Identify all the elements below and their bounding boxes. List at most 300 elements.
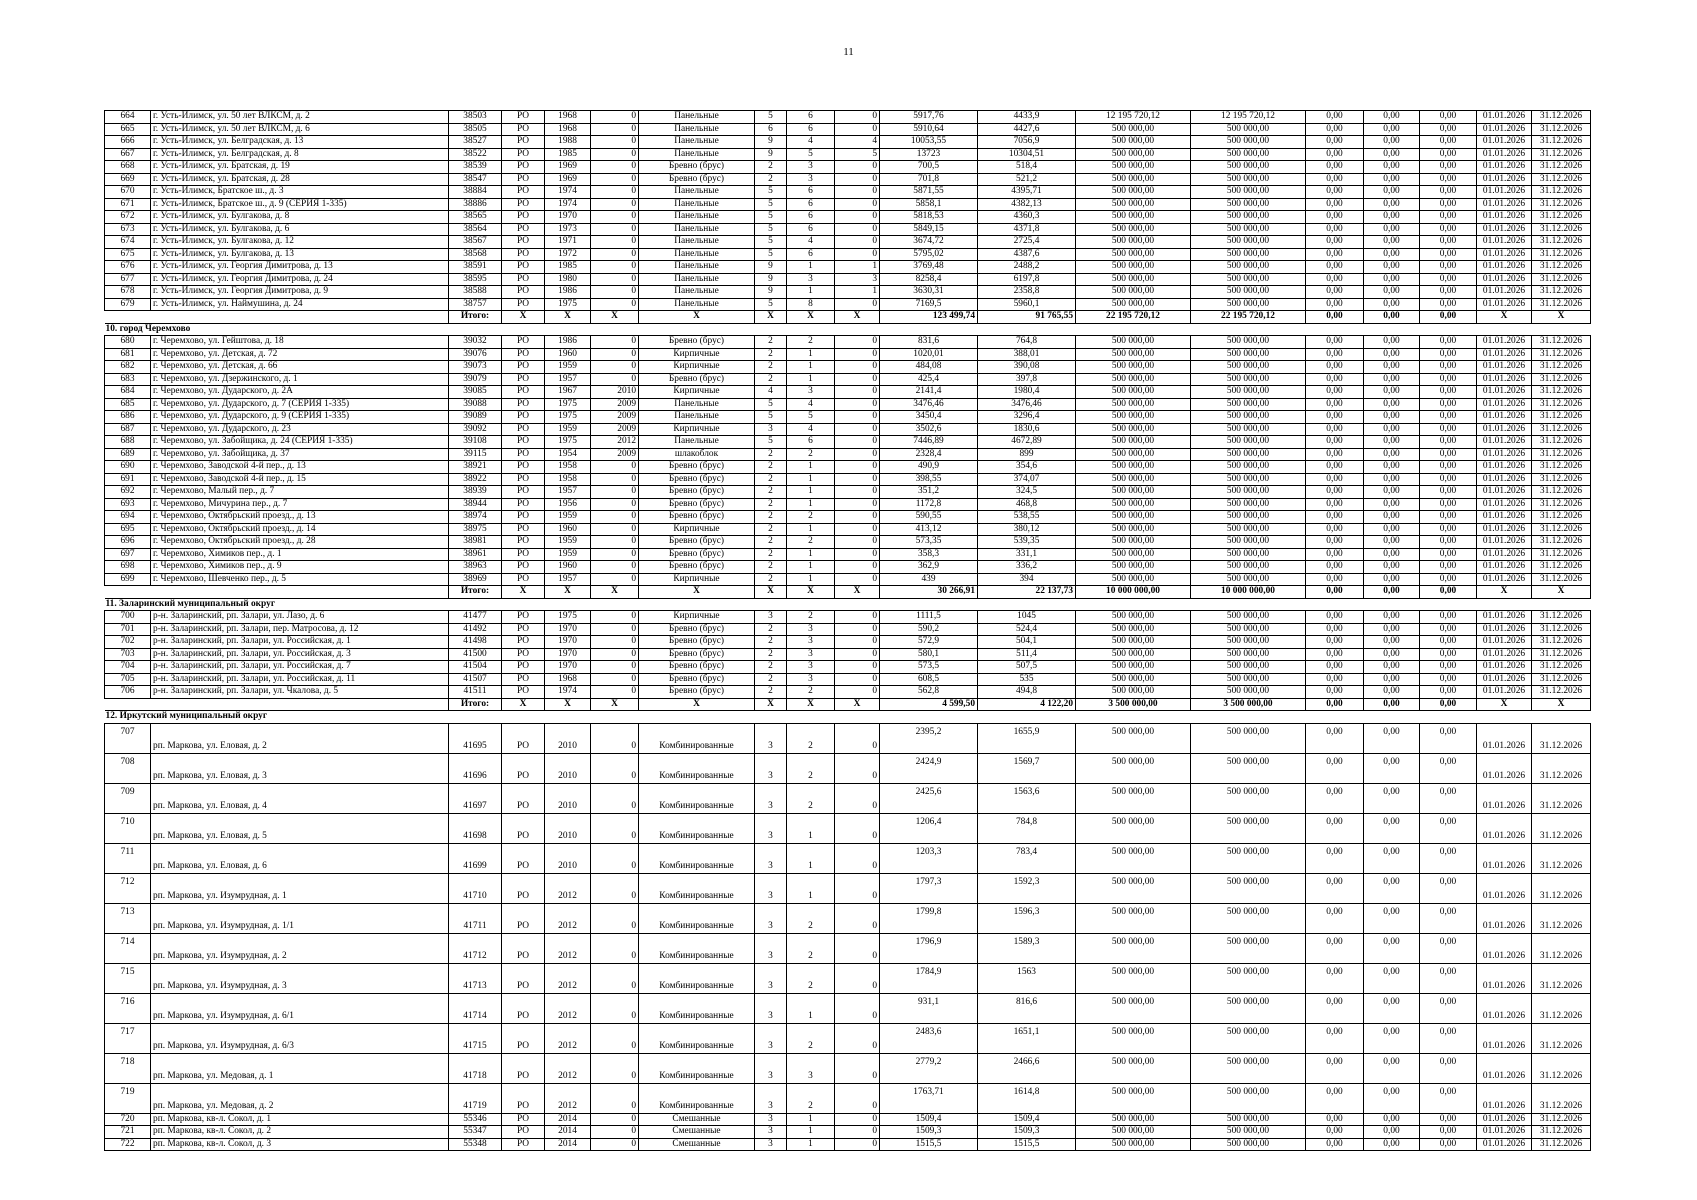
cell-owner: РО	[502, 1138, 545, 1151]
cell-date-end: 31.12.2026	[1532, 373, 1591, 386]
cell-floors: 2	[755, 673, 787, 686]
table-row	[105, 723, 1591, 753]
cell-code: 39115	[449, 448, 502, 461]
cell-cost-owners: 0,00	[1420, 373, 1477, 386]
table-row	[105, 1126, 1591, 1139]
total-label: Итого:	[449, 586, 502, 599]
cell-date-end: 31.12.2026	[1532, 223, 1591, 236]
cell-entrances: 1	[787, 561, 835, 574]
cell-floors: 5	[755, 411, 787, 424]
cell-address: г. Черемхово, Октябрьский проезд., д. 28	[151, 536, 449, 549]
cell-cost: 500 000,00	[1076, 573, 1191, 586]
cell-year: 1959	[545, 361, 591, 374]
cell-owner: РО	[502, 248, 545, 261]
cell-floors: 2	[755, 373, 787, 386]
cell-reno-year: 2012	[591, 436, 639, 449]
cell-cost-budget-region: 0,00	[1306, 186, 1364, 199]
cell-address: г. Черемхово, Малый пер., д. 7	[151, 486, 449, 499]
cell-reno-year: 0	[591, 236, 639, 249]
cell-cost-budget-local: 0,00	[1364, 1138, 1420, 1151]
cell-cost: 500 000,00	[1076, 993, 1191, 1023]
cell-area-total: 2483,6	[880, 1023, 978, 1053]
cell-year: 1986	[545, 336, 591, 349]
table-row	[105, 136, 1591, 149]
total-cell: 22 137,73	[978, 586, 1076, 599]
cell-address: р-н. Заларинский, рп. Залари, ул. Российская, д. 1	[151, 636, 449, 649]
cell-date-start: 01.01.2026	[1477, 648, 1532, 661]
cell-date-start: 01.01.2026	[1477, 298, 1532, 311]
cell-date-start: 01.01.2026	[1477, 1083, 1532, 1113]
cell-floors: 3	[755, 843, 787, 873]
cell-entrances: 2	[787, 723, 835, 753]
cell-entrances: 2	[787, 511, 835, 524]
cell-code: 38974	[449, 511, 502, 524]
cell-code: 38975	[449, 523, 502, 536]
cell-owner: РО	[502, 286, 545, 299]
cell-cost-owners: 0,00	[1420, 473, 1477, 486]
cell-elevators: 0	[835, 548, 880, 561]
table-row	[105, 423, 1591, 436]
cell-code: 38757	[449, 298, 502, 311]
cell-date-start: 01.01.2026	[1477, 1023, 1532, 1053]
cell-cost-owners: 0,00	[1420, 298, 1477, 311]
cell-date-end: 31.12.2026	[1532, 236, 1591, 249]
cell-material: Панельные	[639, 186, 755, 199]
total-cell: 4 599,50	[880, 698, 978, 711]
cell-elevators: 0	[835, 723, 880, 753]
cell-code: 38503	[449, 111, 502, 124]
cell-material: Панельные	[639, 411, 755, 424]
total-cell: 0,00	[1364, 698, 1420, 711]
cell-elevators: 0	[835, 873, 880, 903]
cell-area-living: 1509,4	[978, 1113, 1076, 1126]
cell-cost-budget-local: 0,00	[1364, 336, 1420, 349]
cell-num: 665	[105, 123, 151, 136]
cell-code: 55348	[449, 1138, 502, 1151]
cell-cost-budget-local: 0,00	[1364, 573, 1420, 586]
cell-area-total: 2395,2	[880, 723, 978, 753]
cell-cost-fund: 500 000,00	[1191, 648, 1306, 661]
cell-owner: РО	[502, 173, 545, 186]
cell-date-start: 01.01.2026	[1477, 411, 1532, 424]
cell-entrances: 1	[787, 498, 835, 511]
cell-floors: 5	[755, 436, 787, 449]
cell-entrances: 1	[787, 573, 835, 586]
cell-cost-owners: 0,00	[1420, 198, 1477, 211]
total-cell: X	[502, 586, 545, 599]
cell-cost-fund: 500 000,00	[1191, 123, 1306, 136]
cell-cost-owners: 0,00	[1420, 561, 1477, 574]
cell-date-start: 01.01.2026	[1477, 173, 1532, 186]
total-cell: X	[1532, 586, 1591, 599]
cell-owner: РО	[502, 673, 545, 686]
cell-cost-owners: 0,00	[1420, 273, 1477, 286]
cell-cost: 500 000,00	[1076, 1053, 1191, 1083]
cell-cost-owners: 0,00	[1420, 173, 1477, 186]
cell-reno-year: 0	[591, 336, 639, 349]
cell-area-total: 1203,3	[880, 843, 978, 873]
cell-area-living: 354,6	[978, 461, 1076, 474]
section-title: 12. Иркутский муниципальный округ	[105, 711, 1591, 724]
total-cell: 0,00	[1420, 698, 1477, 711]
cell-cost-budget-region: 0,00	[1306, 933, 1364, 963]
cell-area-total: 1172,8	[880, 498, 978, 511]
table-row	[105, 993, 1591, 1023]
cell-cost-budget-region: 0,00	[1306, 561, 1364, 574]
cell-entrances: 2	[787, 783, 835, 813]
cell-area-total: 413,12	[880, 523, 978, 536]
cell-date-end: 31.12.2026	[1532, 993, 1591, 1023]
cell-material: Бревно (брус)	[639, 623, 755, 636]
cell-date-start: 01.01.2026	[1477, 661, 1532, 674]
total-cell: X	[502, 311, 545, 324]
cell-owner: РО	[502, 933, 545, 963]
cell-year: 2010	[545, 843, 591, 873]
cell-address: г. Черемхово, ул. Дударского, д. 2А	[151, 386, 449, 399]
cell-area-living: 331,1	[978, 548, 1076, 561]
cell-cost-budget-local: 0,00	[1364, 461, 1420, 474]
cell-code: 41697	[449, 783, 502, 813]
cell-area-total: 5818,53	[880, 211, 978, 224]
cell-cost-budget-local: 0,00	[1364, 223, 1420, 236]
cell-area-total: 3674,72	[880, 236, 978, 249]
cell-address: г. Усть-Илимск, ул. Георгия Димитрова, д. 13	[151, 261, 449, 274]
cell-area-living: 394	[978, 573, 1076, 586]
cell-floors: 2	[755, 461, 787, 474]
total-cell: X	[835, 311, 880, 324]
cell-cost-budget-region: 0,00	[1306, 548, 1364, 561]
cell-cost-budget-local: 0,00	[1364, 373, 1420, 386]
cell-elevators: 0	[835, 161, 880, 174]
cell-date-end: 31.12.2026	[1532, 273, 1591, 286]
cell-reno-year: 0	[591, 161, 639, 174]
cell-area-total: 1206,4	[880, 813, 978, 843]
cell-material: Смешанные	[639, 1138, 755, 1151]
table-row	[105, 1113, 1591, 1126]
cell-code: 38944	[449, 498, 502, 511]
cell-floors: 2	[755, 448, 787, 461]
cell-area-living: 1655,9	[978, 723, 1076, 753]
cell-elevators: 0	[835, 123, 880, 136]
total-cell: 0,00	[1364, 586, 1420, 599]
cell-cost: 12 195 720,12	[1076, 111, 1191, 124]
cell-area-total: 1796,9	[880, 933, 978, 963]
cell-date-end: 31.12.2026	[1532, 561, 1591, 574]
cell-material: Комбинированные	[639, 1083, 755, 1113]
cell-code: 41699	[449, 843, 502, 873]
cell-address: г. Черемхово, Октябрьский проезд., д. 14	[151, 523, 449, 536]
cell-elevators: 0	[835, 536, 880, 549]
cell-cost-fund: 500 000,00	[1191, 993, 1306, 1023]
cell-owner: РО	[502, 211, 545, 224]
cell-date-start: 01.01.2026	[1477, 523, 1532, 536]
cell-cost-budget-region: 0,00	[1306, 298, 1364, 311]
cell-cost: 500 000,00	[1076, 123, 1191, 136]
cell-cost-budget-local: 0,00	[1364, 411, 1420, 424]
cell-num: 672	[105, 211, 151, 224]
total-row	[105, 698, 1591, 711]
cell-floors: 2	[755, 623, 787, 636]
cell-area-total: 931,1	[880, 993, 978, 1023]
total-cell: 4 122,20	[978, 698, 1076, 711]
cell-area-total: 362,9	[880, 561, 978, 574]
cell-cost: 500 000,00	[1076, 436, 1191, 449]
cell-date-end: 31.12.2026	[1532, 1083, 1591, 1113]
cell-floors: 9	[755, 148, 787, 161]
cell-cost-budget-region: 0,00	[1306, 686, 1364, 699]
cell-date-end: 31.12.2026	[1532, 843, 1591, 873]
cell-cost: 500 000,00	[1076, 286, 1191, 299]
cell-cost-fund: 500 000,00	[1191, 473, 1306, 486]
cell-reno-year: 0	[591, 561, 639, 574]
cell-date-start: 01.01.2026	[1477, 498, 1532, 511]
cell-year: 1974	[545, 198, 591, 211]
cell-code: 38539	[449, 161, 502, 174]
cell-area-total: 1509,4	[880, 1113, 978, 1126]
cell-reno-year: 0	[591, 186, 639, 199]
cell-code: 39088	[449, 398, 502, 411]
cell-area-living: 1980,4	[978, 386, 1076, 399]
cell-cost-fund: 12 195 720,12	[1191, 111, 1306, 124]
cell-cost-budget-region: 0,00	[1306, 723, 1364, 753]
cell-year: 1975	[545, 398, 591, 411]
cell-owner: РО	[502, 498, 545, 511]
cell-cost-budget-region: 0,00	[1306, 1083, 1364, 1113]
cell-cost-fund: 500 000,00	[1191, 963, 1306, 993]
total-cell: X	[1477, 698, 1532, 711]
cell-num: 685	[105, 398, 151, 411]
cell-code: 38963	[449, 561, 502, 574]
cell-area-living: 521,2	[978, 173, 1076, 186]
cell-area-living: 4371,8	[978, 223, 1076, 236]
cell-cost-owners: 0,00	[1420, 1113, 1477, 1126]
cell-reno-year: 0	[591, 933, 639, 963]
cell-num: 717	[105, 1023, 151, 1053]
cell-elevators: 0	[835, 211, 880, 224]
table-row	[105, 186, 1591, 199]
cell-num: 690	[105, 461, 151, 474]
cell-date-start: 01.01.2026	[1477, 611, 1532, 624]
cell-reno-year: 0	[591, 1138, 639, 1151]
total-spacer	[105, 311, 449, 324]
cell-date-end: 31.12.2026	[1532, 386, 1591, 399]
cell-num: 712	[105, 873, 151, 903]
cell-code: 41500	[449, 648, 502, 661]
cell-cost-owners: 0,00	[1420, 843, 1477, 873]
cell-cost-owners: 0,00	[1420, 523, 1477, 536]
cell-cost-fund: 500 000,00	[1191, 1023, 1306, 1053]
total-cell: X	[545, 586, 591, 599]
cell-address: рп. Маркова, ул. Изумрудная, д. 2	[151, 933, 449, 963]
cell-address: рп. Маркова, ул. Еловая, д. 4	[151, 783, 449, 813]
cell-floors: 2	[755, 561, 787, 574]
cell-cost-owners: 0,00	[1420, 286, 1477, 299]
cell-floors: 5	[755, 186, 787, 199]
table-row	[105, 373, 1591, 386]
cell-cost-budget-local: 0,00	[1364, 286, 1420, 299]
cell-date-start: 01.01.2026	[1477, 223, 1532, 236]
cell-cost-fund: 500 000,00	[1191, 373, 1306, 386]
cell-cost: 500 000,00	[1076, 148, 1191, 161]
cell-material: Бревно (брус)	[639, 473, 755, 486]
cell-year: 1970	[545, 623, 591, 636]
cell-address: г. Усть-Илимск, ул. Белградская, д. 8	[151, 148, 449, 161]
cell-date-start: 01.01.2026	[1477, 111, 1532, 124]
cell-address: рп. Маркова, ул. Изумрудная, д. 1	[151, 873, 449, 903]
cell-code: 41507	[449, 673, 502, 686]
cell-address: г. Усть-Илимск, ул. Георгия Димитрова, д. 9	[151, 286, 449, 299]
cell-cost-owners: 0,00	[1420, 813, 1477, 843]
cell-cost-owners: 0,00	[1420, 448, 1477, 461]
cell-code: 41696	[449, 753, 502, 783]
cell-date-end: 31.12.2026	[1532, 636, 1591, 649]
cell-cost-budget-local: 0,00	[1364, 843, 1420, 873]
cell-date-start: 01.01.2026	[1477, 753, 1532, 783]
table-row	[105, 523, 1591, 536]
cell-reno-year: 0	[591, 498, 639, 511]
cell-code: 41713	[449, 963, 502, 993]
cell-reno-year: 0	[591, 286, 639, 299]
cell-owner: РО	[502, 511, 545, 524]
cell-reno-year: 0	[591, 723, 639, 753]
cell-address: р-н. Заларинский, рп. Залари, ул. Лазо, д. 6	[151, 611, 449, 624]
cell-code: 39076	[449, 348, 502, 361]
table-row	[105, 673, 1591, 686]
cell-owner: РО	[502, 373, 545, 386]
cell-cost-fund: 500 000,00	[1191, 1126, 1306, 1139]
cell-reno-year: 0	[591, 211, 639, 224]
cell-owner: РО	[502, 236, 545, 249]
cell-year: 2012	[545, 993, 591, 1023]
table-row	[105, 223, 1591, 236]
cell-elevators: 3	[835, 273, 880, 286]
cell-date-start: 01.01.2026	[1477, 673, 1532, 686]
cell-entrances: 6	[787, 436, 835, 449]
cell-owner: РО	[502, 993, 545, 1023]
cell-reno-year: 0	[591, 173, 639, 186]
cell-entrances: 3	[787, 673, 835, 686]
cell-address: рп. Маркова, ул. Еловая, д. 3	[151, 753, 449, 783]
cell-area-living: 899	[978, 448, 1076, 461]
cell-owner: РО	[502, 473, 545, 486]
cell-owner: РО	[502, 436, 545, 449]
cell-owner: РО	[502, 348, 545, 361]
cell-num: 680	[105, 336, 151, 349]
cell-cost-budget-local: 0,00	[1364, 523, 1420, 536]
cell-reno-year: 0	[591, 1126, 639, 1139]
cell-num: 675	[105, 248, 151, 261]
cell-cost-owners: 0,00	[1420, 386, 1477, 399]
cell-cost-fund: 500 000,00	[1191, 361, 1306, 374]
cell-cost-owners: 0,00	[1420, 993, 1477, 1023]
cell-year: 1970	[545, 661, 591, 674]
cell-cost-owners: 0,00	[1420, 536, 1477, 549]
cell-year: 1971	[545, 236, 591, 249]
cell-date-start: 01.01.2026	[1477, 336, 1532, 349]
cell-cost-owners: 0,00	[1420, 573, 1477, 586]
table-row	[105, 813, 1591, 843]
cell-cost-owners: 0,00	[1420, 248, 1477, 261]
cell-cost: 500 000,00	[1076, 873, 1191, 903]
total-cell: X	[787, 311, 835, 324]
cell-material: Комбинированные	[639, 1023, 755, 1053]
cell-date-start: 01.01.2026	[1477, 1113, 1532, 1126]
cell-floors: 9	[755, 261, 787, 274]
cell-code: 41718	[449, 1053, 502, 1083]
cell-material: Кирпичные	[639, 386, 755, 399]
cell-cost: 500 000,00	[1076, 511, 1191, 524]
cell-cost-fund: 500 000,00	[1191, 813, 1306, 843]
cell-cost: 500 000,00	[1076, 136, 1191, 149]
cell-cost-budget-region: 0,00	[1306, 498, 1364, 511]
cell-cost: 500 000,00	[1076, 236, 1191, 249]
cell-owner: РО	[502, 636, 545, 649]
total-cell: X	[755, 586, 787, 599]
cell-cost-owners: 0,00	[1420, 873, 1477, 903]
cell-floors: 3	[755, 993, 787, 1023]
cell-num: 716	[105, 993, 151, 1023]
cell-cost-fund: 500 000,00	[1191, 173, 1306, 186]
cell-num: 677	[105, 273, 151, 286]
cell-date-end: 31.12.2026	[1532, 448, 1591, 461]
cell-code: 38595	[449, 273, 502, 286]
cell-entrances: 5	[787, 148, 835, 161]
cell-date-start: 01.01.2026	[1477, 873, 1532, 903]
cell-floors: 4	[755, 386, 787, 399]
cell-area-living: 4395,71	[978, 186, 1076, 199]
cell-material: Панельные	[639, 398, 755, 411]
cell-year: 1968	[545, 123, 591, 136]
cell-address: г. Черемхово, Мичурина пер., д. 7	[151, 498, 449, 511]
cell-year: 1959	[545, 511, 591, 524]
cell-area-total: 7446,89	[880, 436, 978, 449]
total-cell: X	[591, 311, 639, 324]
cell-cost-budget-local: 0,00	[1364, 873, 1420, 903]
total-cell: X	[1532, 698, 1591, 711]
cell-owner: РО	[502, 148, 545, 161]
cell-address: г. Усть-Илимск, ул. Братская, д. 19	[151, 161, 449, 174]
cell-year: 1958	[545, 461, 591, 474]
cell-cost-fund: 500 000,00	[1191, 723, 1306, 753]
cell-owner: РО	[502, 461, 545, 474]
cell-date-end: 31.12.2026	[1532, 783, 1591, 813]
cell-floors: 2	[755, 161, 787, 174]
total-cell: X	[502, 698, 545, 711]
cell-num: 714	[105, 933, 151, 963]
cell-cost-owners: 0,00	[1420, 336, 1477, 349]
total-label: Итого:	[449, 311, 502, 324]
cell-date-end: 31.12.2026	[1532, 523, 1591, 536]
cell-area-total: 562,8	[880, 686, 978, 699]
cell-cost-budget-region: 0,00	[1306, 173, 1364, 186]
cell-cost: 500 000,00	[1076, 1113, 1191, 1126]
cell-cost-budget-region: 0,00	[1306, 398, 1364, 411]
cell-material: Бревно (брус)	[639, 648, 755, 661]
cell-floors: 3	[755, 963, 787, 993]
cell-num: 692	[105, 486, 151, 499]
cell-area-total: 590,2	[880, 623, 978, 636]
cell-cost-budget-region: 0,00	[1306, 211, 1364, 224]
table-row	[105, 198, 1591, 211]
cell-address: г. Черемхово, Шевченко пер., д. 5	[151, 573, 449, 586]
cell-floors: 5	[755, 223, 787, 236]
cell-address: г. Черемхово, Октябрьский проезд., д. 13	[151, 511, 449, 524]
cell-date-end: 31.12.2026	[1532, 398, 1591, 411]
cell-reno-year: 0	[591, 753, 639, 783]
cell-area-total: 10053,55	[880, 136, 978, 149]
cell-reno-year: 0	[591, 148, 639, 161]
cell-area-total: 8258,4	[880, 273, 978, 286]
